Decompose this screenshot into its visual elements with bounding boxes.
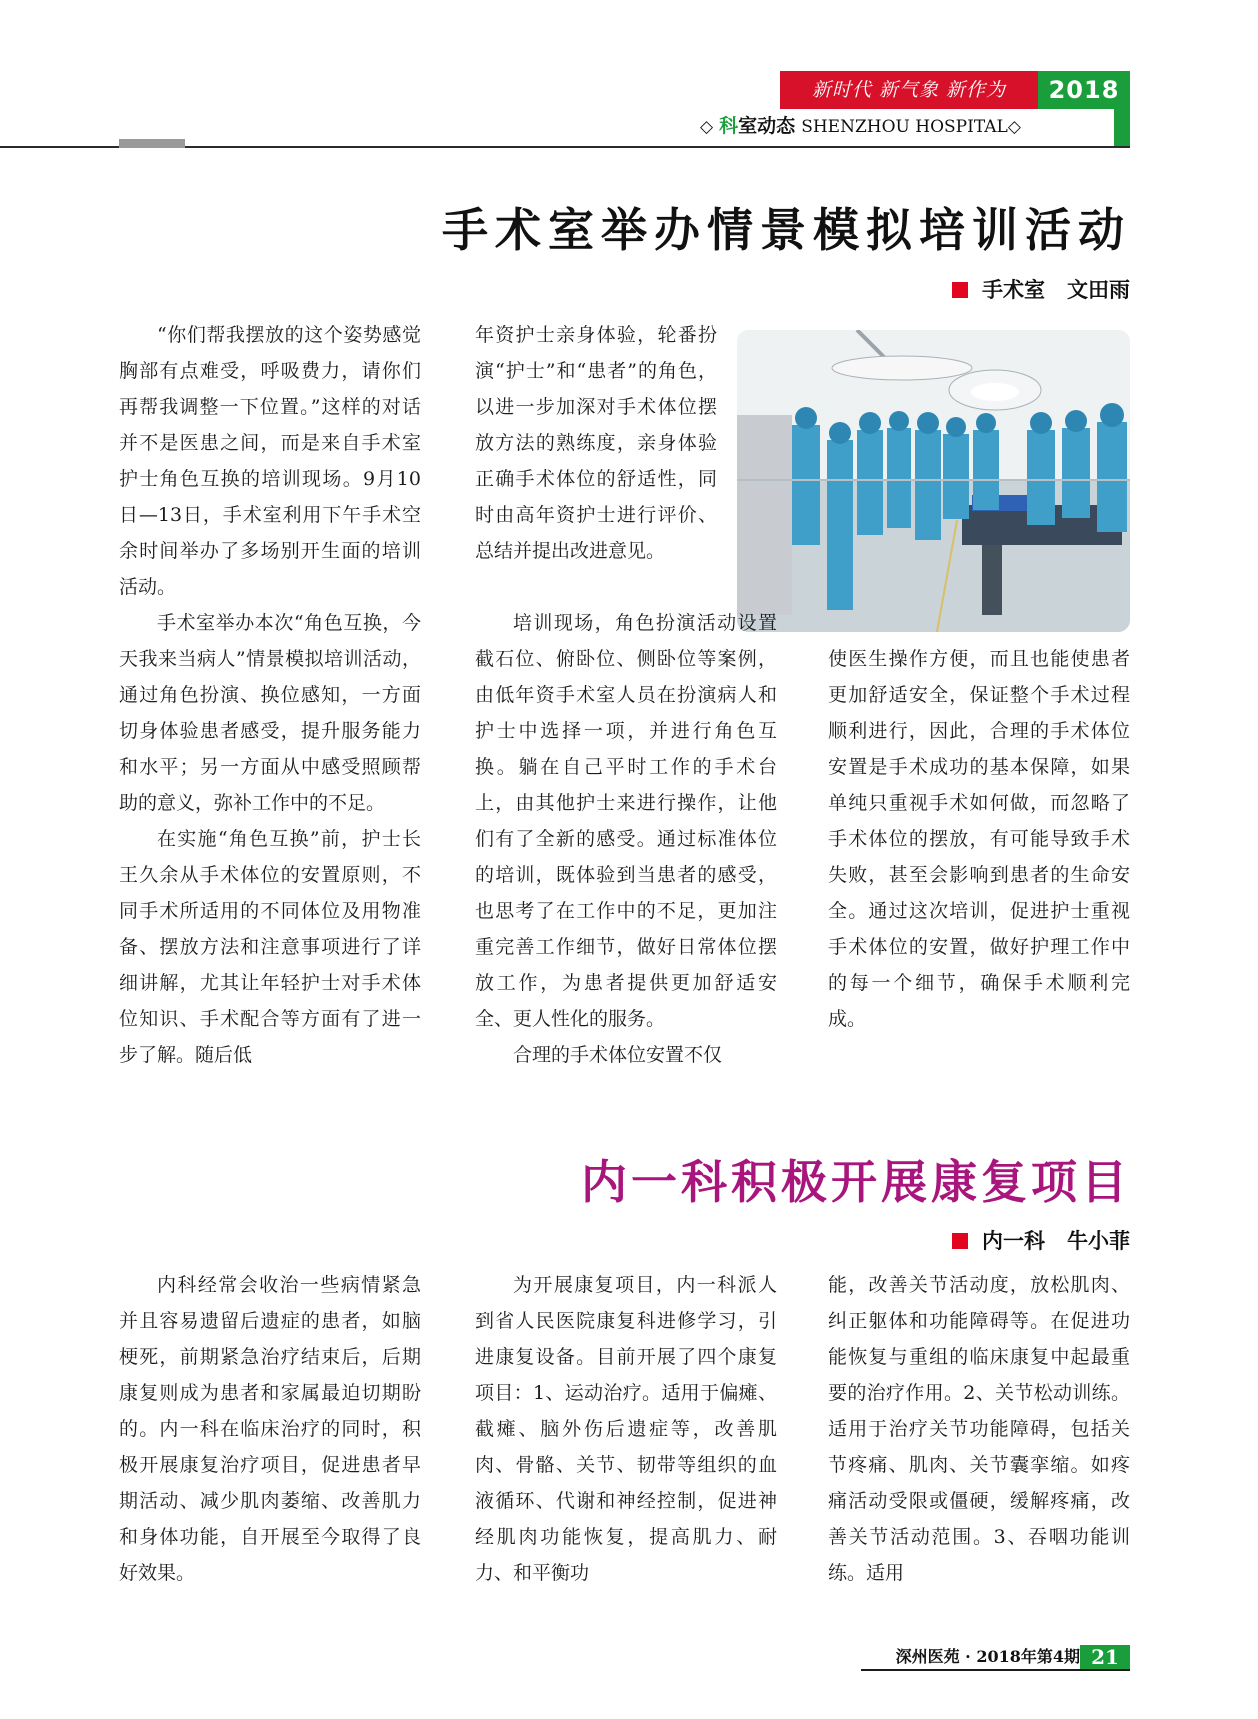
paragraph: 内科经常会收治一些病情紧急并且容易遗留后遗症的患者，如脑梗死，前期紧急治疗结束后，后期康复则成为患者和家属最迫切期盼的。内一科在临床治疗的同时，积极开展康复治疗项目，促进患者早期活动、减少肌肉萎缩、改善肌力和身体功能，自开展至今取得了良好效果。 bbox=[119, 1274, 421, 1584]
red-square-icon bbox=[952, 282, 968, 298]
header-slogan: 新时代 新气象 新作为 bbox=[780, 71, 1038, 109]
article1-author: 文田雨 bbox=[1067, 278, 1130, 302]
operating-room-photo-svg bbox=[737, 330, 1130, 632]
section-header bbox=[700, 109, 1114, 143]
article2-title: 内一科积极开展康复项目 bbox=[581, 1155, 1131, 1209]
section-title-rest: 室动态 bbox=[738, 115, 796, 137]
article1-column-3 bbox=[828, 641, 1130, 1037]
page-number: 21 bbox=[1080, 1645, 1130, 1669]
hospital-name: SHENZHOU HOSPITAL bbox=[801, 117, 1008, 137]
paragraph: 为开展康复项目，内一科派人到省人民医院康复科进修学习，引进康复设备。目前开展了四个康复项目：1、运动治疗。适用于偏瘫、截瘫、脑外伤后遗症等，改善肌肉、骨骼、关节、韧带等组织的血液循环、代谢和神经控制，促进神经肌肉功能恢复，提高肌力、耐力、和平衡功 bbox=[475, 1274, 777, 1584]
paragraph: 培训现场，角色扮演活动设置截石位、俯卧位、侧卧位等案例，由低年资手术室人员在扮演病人和护士中选择一项，并进行角色互换。躺在自己平时工作的手术台上，由其他护士来进行操作，让他们有了全新的感受。通过标准体位的培训，既体验到当患者的感受，也思考了在工作中的不足，更加注重完善工作细节，做好日常体位摆放工作，为患者提供更加舒适安全、更人性化的服务。 bbox=[475, 612, 777, 1030]
paragraph: 年资护士亲身体验，轮番扮演“护士”和“患者”的角色，以进一步加深对手术体位摆放方法的熟练度，亲身体验正确手术体位的舒适性，同时由高年资护士进行评价、总结并提出改进意见。 bbox=[475, 324, 717, 562]
diamond-icon: ◇ bbox=[1007, 117, 1021, 137]
section-title-initial: 科 bbox=[719, 115, 739, 137]
paragraph: 能，改善关节活动度，放松肌肉、纠正躯体和功能障碍等。在促进功能恢复与重组的临床康复中起最重要的治疗作用。2、关节松动训练。适用于治疗关节功能障碍，包括关节疼痛、肌肉、关节囊挛缩。如疼痛活动受限或僵硬，缓解疼痛，改善关节活动范围。3、吞咽功能训练。适用 bbox=[828, 1274, 1130, 1584]
journal-issue: 深州医苑 · 2018年第4期 bbox=[895, 1647, 1080, 1666]
paragraph: 使医生操作方便，而且也能使患者更加舒适安全，保证整个手术过程顺利进行，因此，合理的手术体位安置是手术成功的基本保障，如果单纯只重视手术如何做，而忽略了手术体位的摆放，有可能导致手术失败，甚至会影响到患者的生命安全。通过这次培训，促进护士重视手术体位的安置，做好护理工作中的每一个细节，确保手术顺利完成。 bbox=[828, 648, 1130, 1030]
article2-byline bbox=[952, 1226, 1130, 1256]
article1-byline bbox=[952, 275, 1130, 305]
article2-column-1 bbox=[119, 1267, 421, 1591]
paragraph: 在实施“角色互换”前，护士长王久余从手术体位的安置原则，不同手术所适用的不同体位及用物准备、摆放方法和注意事项进行了详细讲解，尤其让年轻护士对手术体位知识、手术配合等方面有了进一步了解。随后低 bbox=[119, 828, 421, 1066]
article1-title: 手术室举办情景模拟培训活动 bbox=[442, 203, 1131, 257]
article1-column-1 bbox=[119, 317, 421, 1073]
article2-column-3 bbox=[828, 1267, 1130, 1591]
article2-author: 牛小菲 bbox=[1067, 1229, 1130, 1253]
footer-rule bbox=[861, 1669, 1130, 1671]
red-square-icon bbox=[952, 1233, 968, 1249]
paragraph: “你们帮我摆放的这个姿势感觉胸部有点难受，呼吸费力，请你们再帮我调整一下位置。”这样的对话并不是医患之间，而是来自手术室护士角色互换的培训现场。9月10日—13日，手术室利用下午手术空余时间举办了多场别开生面的培训活动。 bbox=[119, 324, 421, 598]
diamond-icon: ◇ bbox=[700, 117, 714, 137]
paragraph: 手术室举办本次“角色互换，今天我来当病人”情景模拟培训活动，通过角色扮演、换位感知，一方面切身体验患者感受，提升服务能力和水平；另一方面从中感受照顾帮助的意义，弥补工作中的不足。 bbox=[119, 612, 421, 814]
header-year: 2018 bbox=[1038, 71, 1130, 109]
article1-column-2-top bbox=[475, 317, 717, 569]
article2-column-2 bbox=[475, 1267, 777, 1591]
article1-dept: 手术室 bbox=[982, 278, 1045, 302]
header-grey-tab bbox=[119, 139, 185, 148]
article2-dept: 内一科 bbox=[982, 1229, 1045, 1253]
header-green-bar bbox=[1114, 109, 1130, 147]
paragraph: 合理的手术体位安置不仅 bbox=[513, 1044, 723, 1066]
article1-column-2-bottom bbox=[475, 605, 777, 1073]
operating-room-photo bbox=[737, 330, 1130, 632]
